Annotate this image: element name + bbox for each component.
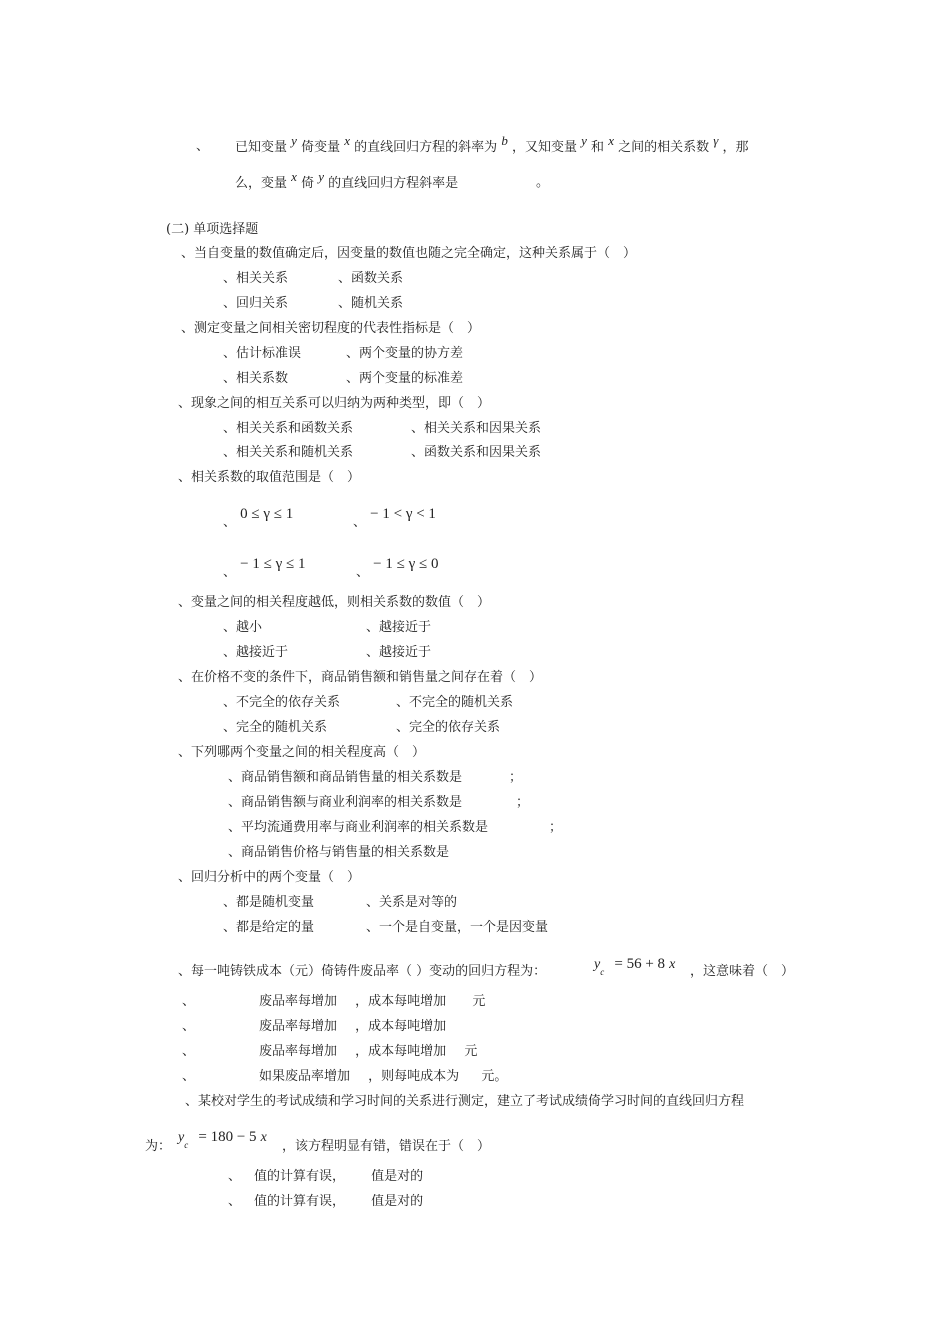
question-9-option-a-mark: 、 — [182, 994, 196, 1009]
question-5-option-d: 、越接近于 — [366, 645, 432, 660]
eq-subscript: c — [184, 1140, 189, 1150]
option-text: 元。 — [481, 1069, 508, 1084]
question-1-option-b: 、函数关系 — [338, 271, 404, 286]
option-text: 废品率每增加 — [259, 1044, 338, 1059]
question-8-option-a: 、都是随机变量 — [223, 895, 315, 910]
question-9-option-b-mark: 、 — [182, 1019, 196, 1034]
question-7-option-b: 、商品销售额与商业利润率的相关系数是 — [228, 795, 463, 810]
question-4-option-a — [223, 505, 294, 530]
question-7-stem: 、下列哪两个变量之间的相关程度高（ ） — [178, 745, 426, 760]
eq-rhs: = 180 − 5 — [198, 1129, 257, 1145]
question-3-stem: 、现象之间的相互关系可以归纳为两种类型，即（ ） — [178, 396, 491, 411]
option-mark: 、 — [223, 565, 237, 580]
question-8-option-c: 、都是给定的量 — [223, 920, 315, 935]
inequality: − 1 ≤ γ ≤ 1 — [240, 556, 306, 572]
question-7-option-a: 、商品销售额和商品销售量的相关系数是 — [228, 770, 463, 785]
question-5-option-b: 、越接近于 — [366, 620, 432, 635]
question-10-option-b — [254, 1193, 423, 1211]
question-4-stem: 、相关系数的取值范围是（ ） — [178, 470, 361, 485]
question-1-stem: 、当自变量的数值确定后，因变量的数值也随之完全确定，这种关系属于（ ） — [181, 246, 637, 261]
question-10-option-a-mark: 、 — [228, 1169, 242, 1184]
question-2-option-a: 、估计标准误 — [223, 346, 302, 361]
var-x: x — [291, 169, 297, 184]
inequality: − 1 ≤ γ ≤ 0 — [373, 556, 439, 572]
intro-text: 之间的相关系数 — [618, 140, 710, 155]
question-2-option-d: 、两个变量的标准差 — [346, 371, 464, 386]
option-text: 废品率每增加 — [259, 994, 338, 1009]
intro-line-1-text — [235, 133, 749, 157]
question-10-prefix: 为： — [145, 1139, 172, 1154]
item-mark: 、 — [196, 139, 210, 154]
section-title: (二) 单项选择题 — [166, 222, 259, 237]
option-text: ，成本每吨增加 — [355, 1019, 447, 1034]
question-text: 、每一吨铸铁成本（元）倚铸件废品率（ ）变动的回归方程为： — [178, 964, 547, 979]
question-8-option-b: 、关系是对等的 — [366, 895, 458, 910]
question-9-option-c-mark: 、 — [182, 1044, 196, 1059]
question-2-option-b: 、两个变量的协方差 — [346, 346, 464, 361]
question-1-option-d: 、随机关系 — [338, 296, 404, 311]
question-7-option-d: 、商品销售价格与销售量的相关系数是 — [228, 845, 450, 860]
question-5-stem: 、变量之间的相关程度越低，则相关系数的数值（ ） — [178, 595, 491, 610]
question-5-option-a: 、越小 — [223, 620, 263, 635]
option-text: 元 — [464, 1044, 478, 1059]
intro-text: 的直线回归方程斜率是 — [328, 176, 459, 191]
question-10-option-a — [254, 1168, 423, 1186]
question-9-option-b — [259, 1018, 446, 1036]
question-3-option-b: 、相关关系和因果关系 — [411, 421, 542, 436]
option-text: 废品率每增加 — [259, 1019, 338, 1034]
question-3-option-c: 、相关关系和随机关系 — [223, 445, 354, 460]
option-text: 值的计算有误， — [254, 1169, 346, 1184]
question-6-option-d: 、完全的依存关系 — [396, 720, 501, 735]
question-7-option-b-end: ； — [516, 795, 530, 810]
question-10-stem: 、某校对学生的考试成绩和学习时间的关系进行测定，建立了考试成绩倚学习时间的直线回归方程 — [185, 1094, 745, 1109]
intro-text: 倚变量 — [301, 140, 341, 155]
question-6-option-c: 、完全的随机关系 — [223, 720, 328, 735]
inequality: − 1 < γ < 1 — [370, 506, 436, 522]
question-6-option-a: 、不完全的依存关系 — [223, 695, 341, 710]
intro-text: 倚 — [301, 176, 315, 191]
var-b: b — [501, 133, 508, 148]
question-10-stem-end: ，该方程明显有错，错误在于（ ） — [282, 1139, 491, 1154]
question-3-option-a: 、相关关系和函数关系 — [223, 421, 354, 436]
option-text: 元 — [472, 994, 486, 1009]
eq-subscript: c — [600, 967, 605, 977]
question-2-option-c: 、相关系数 — [223, 371, 289, 386]
eq-x: x — [669, 957, 676, 972]
question-9-option-a — [259, 993, 485, 1011]
question-7-option-a-end: ； — [509, 770, 523, 785]
question-9-option-d — [259, 1068, 507, 1086]
option-text: ，成本每吨增加 — [355, 1044, 447, 1059]
eq-y: y — [594, 957, 601, 972]
question-7-option-c: 、平均流通费用率与商业利润率的相关系数是 — [228, 820, 489, 835]
eq-x: x — [260, 1130, 267, 1145]
var-y: y — [318, 169, 325, 184]
question-9-option-d-mark: 、 — [182, 1069, 196, 1084]
option-text: 值的计算有误， — [254, 1194, 346, 1209]
option-mark: 、 — [353, 515, 367, 530]
option-mark: 、 — [356, 565, 370, 580]
question-4-option-d — [356, 555, 439, 580]
option-text: 如果废品率增加 — [259, 1069, 351, 1084]
intro-text: 的直线回归方程的斜率为 — [354, 140, 498, 155]
var-x: x — [344, 133, 351, 148]
question-2-stem: 、测定变量之间相关密切程度的代表性指标是（ ） — [181, 321, 481, 336]
intro-line-2 — [235, 169, 459, 193]
question-9-stem-end: ，这意味着（ ） — [690, 964, 795, 979]
var-x: x — [608, 133, 614, 148]
intro-text: ，那 — [722, 140, 749, 155]
question-8-option-d: 、一个是自变量，一个是因变量 — [366, 920, 549, 935]
question-10-equation — [178, 1128, 267, 1150]
question-9-stem — [178, 963, 546, 981]
question-9-equation — [594, 955, 676, 977]
var-y: y — [581, 133, 587, 148]
option-text: ，则每吨成本为 — [368, 1069, 460, 1084]
question-1-option-c: 、回归关系 — [223, 296, 289, 311]
question-5-option-c: 、越接近于 — [223, 645, 289, 660]
question-6-option-b: 、不完全的随机关系 — [396, 695, 514, 710]
eq-rhs: = 56 + 8 — [614, 956, 666, 972]
intro-text: 么，变量 — [235, 176, 288, 191]
question-3-option-d: 、函数关系和因果关系 — [411, 445, 542, 460]
question-4-option-c — [223, 555, 306, 580]
option-text: 值是对的 — [371, 1194, 424, 1209]
intro-text: 已知变量 — [235, 140, 288, 155]
question-4-option-b — [353, 505, 436, 530]
intro-period: 。 — [536, 175, 550, 190]
inequality: 0 ≤ γ ≤ 1 — [240, 506, 294, 522]
option-mark: 、 — [223, 515, 237, 530]
var-y: y — [291, 133, 297, 148]
eq-y: y — [178, 1130, 185, 1145]
intro-end — [536, 174, 549, 192]
question-6-stem: 、在价格不变的条件下，商品销售额和销售量之间存在着（ ） — [178, 670, 543, 685]
question-10-option-b-mark: 、 — [228, 1194, 242, 1209]
intro-line-1 — [196, 138, 209, 156]
option-text: ，成本每吨增加 — [355, 994, 447, 1009]
question-9-option-c — [259, 1043, 477, 1061]
intro-text: 和 — [591, 140, 605, 155]
question-8-stem: 、回归分析中的两个变量（ ） — [178, 870, 361, 885]
question-7-option-c-end: ； — [549, 820, 563, 835]
intro-text: ，又知变量 — [511, 140, 577, 155]
question-1-option-a: 、相关关系 — [223, 271, 289, 286]
var-gamma: γ — [713, 133, 719, 148]
option-text: 值是对的 — [371, 1169, 424, 1184]
